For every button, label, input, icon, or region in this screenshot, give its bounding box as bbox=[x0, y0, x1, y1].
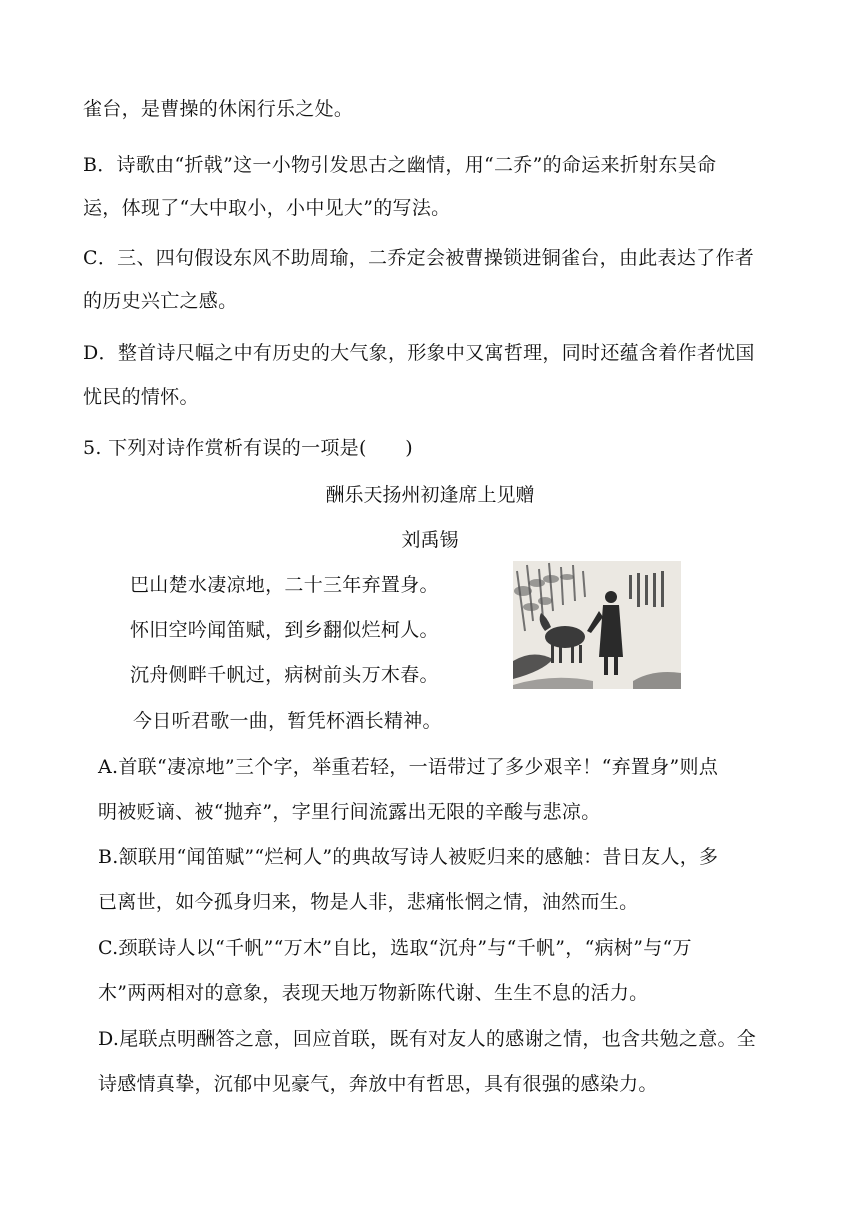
q5-option-d-line2: 诗感情真挚，沉郁中见豪气，奔放中有哲思，具有很强的感染力。 bbox=[98, 1073, 658, 1095]
prev-option-b-line1: B．诗歌由“折戟”这一小物引发思古之幽情，用“二乔”的命运来折射东吴命 bbox=[83, 154, 717, 176]
prev-option-c-line1: C．三、四句假设东风不助周瑜，二乔定会被曹操锁进铜雀台，由此表达了作者 bbox=[83, 247, 755, 269]
q5-option-b-line2: 已离世，如今孤身归来，物是人非，悲痛怅惘之情，油然而生。 bbox=[98, 891, 639, 913]
prev-option-d-line1: D．整首诗尺幅之中有历史的大气象，形象中又寓哲理，同时还蕴含着作者忧国 bbox=[83, 342, 755, 364]
q5-option-a-line1: A.首联“凄凉地”三个字，举重若轻，一语带过了多少艰辛！“弃置身”则点 bbox=[98, 756, 719, 778]
poem-title: 酬乐天扬州初逢席上见赠 bbox=[325, 484, 535, 506]
poem-line-4: 今日听君歌一曲，暂凭杯酒长精神。 bbox=[133, 710, 442, 732]
poem-line-3: 沉舟侧畔千帆过，病树前头万木春。 bbox=[130, 664, 439, 686]
prev-option-d-line2: 忧民的情怀。 bbox=[83, 386, 199, 408]
question5-stem: 5. 下列对诗作赏析有误的一项是( ) bbox=[83, 437, 413, 459]
q5-option-a-line2: 明被贬谪、被“抛弃”，字里行间流露出无限的辛酸与悲凉。 bbox=[98, 801, 601, 823]
q5-option-d-line1: D.尾联点明酬答之意，回应首联，既有对友人的感谢之情，也含共勉之意。全 bbox=[98, 1028, 757, 1050]
prev-option-b-line2: 运，体现了“大中取小，小中见大”的写法。 bbox=[83, 197, 451, 219]
q5-option-c-line2: 木”两两相对的意象，表现天地万物新陈代谢、生生不息的活力。 bbox=[98, 982, 649, 1004]
prev-option-c-line2: 的历史兴亡之感。 bbox=[83, 290, 238, 312]
poem-line-1: 巴山楚水凄凉地，二十三年弃置身。 bbox=[130, 574, 439, 596]
poet-name: 刘禹锡 bbox=[401, 529, 459, 551]
poem-line-2: 怀旧空吟闻笛赋，到乡翻似烂柯人。 bbox=[130, 619, 439, 641]
poet-illustration bbox=[513, 561, 681, 689]
q5-option-b-line1: B.颔联用“闻笛赋”“烂柯人”的典故写诗人被贬归来的感触：昔日友人，多 bbox=[98, 846, 719, 868]
prev-intro-tail: 雀台，是曹操的休闲行乐之处。 bbox=[83, 98, 354, 120]
q5-option-c-line1: C.颈联诗人以“千帆”“万木”自比，选取“沉舟”与“千帆”，“病树”与“万 bbox=[98, 937, 692, 959]
